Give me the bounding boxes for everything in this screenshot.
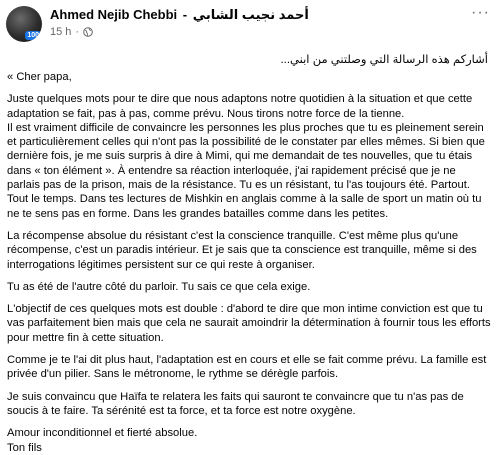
- author-name-arabic[interactable]: أحمد نجيب الشابي: [192, 7, 309, 22]
- letter-paragraph: L'objectif de ces quelques mots est double : d'abord te dire que mon intime conviction est que tu vas parfaitement bien mais que cela ne saurait amoindrir la détermination à fournir tous les efforts pour mettre fin à cette situation.: [7, 303, 491, 344]
- letter-paragraph: Je suis convaincu que Haïfa te relatera les faits qui sauront te convaincre que tu n'as pas de soucis à te faire. Ta sérénité est ta force, et ta force est notre oxygène.: [7, 390, 464, 417]
- letter-signature: Ton fils: [7, 441, 42, 454]
- letter-paragraph: Comme je te l'ai dit plus haut, l'adaptation est en cours et elle se fait comme prévu. La famille est privée d'un pilier. Sans le métronome, le rythme se dérègle parfois.: [7, 354, 487, 381]
- post-body: [7, 70, 491, 455]
- post-intro-arabic: أشاركم هذه الرسالة التي وصلتني من ابني...: [280, 54, 488, 66]
- letter-paragraph: Tu as été de l'autre côté du parloir. Tu sais ce que cela exige.: [7, 280, 311, 293]
- letter-paragraph: Juste quelques mots pour te dire que nous adaptons notre quotidien à la situation et que cette adaptation se fait, pas à pas, comme prévu. Nous tirons notre force de la tienne.: [7, 93, 473, 120]
- more-options-icon[interactable]: ···: [471, 4, 490, 21]
- letter-greeting: « Cher papa,: [7, 71, 72, 83]
- author-name[interactable]: [50, 7, 309, 23]
- name-separator: -: [182, 7, 188, 22]
- author-meta: [50, 7, 309, 39]
- avatar-badge: 100: [27, 32, 39, 39]
- letter-paragraph: Il est vraiment difficile de convaincre les personnes les plus proches que tu es pleinement serein et particulièrement celles qui n'ont pas la possibilité de le constater par elles mêmes. Si bien que dernière fois, je me suis surpris à dire à Mimi, qui me demandait de tes nouvelles, que tu étais dans « ton élément ». À entendre sa réaction interloquée, j'ai rapidement précisé que je ne parlais pas de la prison, mais de la résistance. Tu es un résistant, tu l'as toujours été. Partout. Tout le temps. Dans tes lectures de Mishkin en anglais comme à la salle de sport un matin où tu ne te sens pas en forme. Dans les grandes batailles comme dans les petites.: [7, 121, 485, 220]
- author-name-latin[interactable]: Ahmed Nejib Chebbi: [50, 7, 178, 22]
- post-timestamp[interactable]: 15 h: [50, 26, 72, 38]
- post-subline: [50, 25, 309, 39]
- letter-closing: Amour inconditionnel et fierté absolue.: [7, 427, 198, 440]
- letter-paragraph: La récompense absolue du résistant c'est la conscience tranquille. C'est même plus qu'une récompense, c'est un paradis intérieur. Et je sais que ta conscience est tranquille, même si des interrogations légitimes persistent sur ce qui reste à organiser.: [7, 229, 477, 271]
- globe-icon[interactable]: [83, 27, 93, 37]
- post-header: [6, 6, 309, 42]
- author-avatar[interactable]: [6, 6, 42, 42]
- separator-dot: ·: [75, 26, 80, 38]
